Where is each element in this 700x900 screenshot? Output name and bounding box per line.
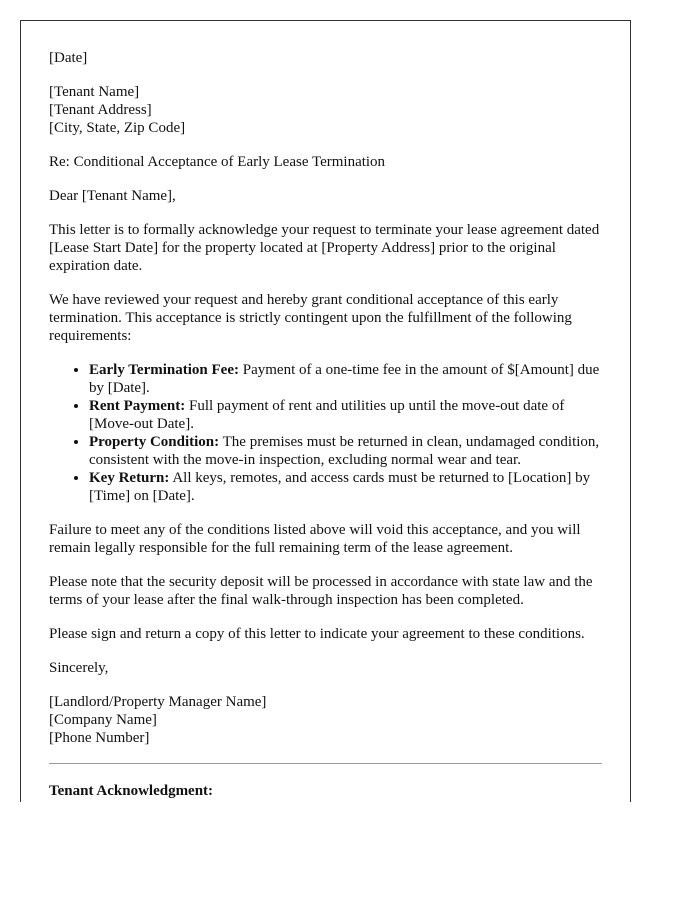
company-name: [Company Name]: [49, 712, 157, 728]
conditions-list: [49, 361, 602, 505]
recipient-city: [City, State, Zip Code]: [49, 120, 186, 136]
condition-text: Full payment of rent and utilities up until the move-out date of [Move-out Date].: [89, 398, 565, 432]
condition-item: [89, 469, 602, 505]
condition-label: Key Return:: [89, 470, 170, 486]
phone-number: [Phone Number]: [49, 730, 150, 746]
divider: [49, 763, 602, 764]
condition-label: Early Termination Fee:: [89, 362, 239, 378]
condition-item: [89, 433, 602, 469]
condition-label: Rent Payment:: [89, 398, 186, 414]
letter-page: [20, 20, 631, 802]
paragraph-sign: Please sign and return a copy of this letter to indicate your agreement to these conditions.: [49, 626, 585, 642]
letter-subject: Re: Conditional Acceptance of Early Lease Termination: [49, 154, 386, 170]
condition-text: The premises must be returned in clean, undamaged condition, consistent with the move-in inspection, excluding normal wear and tear.: [89, 434, 600, 468]
salutation: Dear [Tenant Name],: [49, 188, 176, 204]
recipient-address: [49, 83, 602, 137]
paragraph-conditional: We have reviewed your request and hereby grant conditional acceptance of this early termination. This acceptance is strictly contingent upon the fulfillment of the following requirements:: [49, 292, 572, 344]
recipient-street: [Tenant Address]: [49, 102, 152, 118]
condition-label: Property Condition:: [89, 434, 220, 450]
paragraph-deposit: Please note that the security deposit will be processed in accordance with state law and the terms of your lease after the final walk-through inspection has been completed.: [49, 574, 593, 608]
tenant-acknowledgment-heading: Tenant Acknowledgment:: [49, 783, 214, 799]
condition-text: Payment of a one-time fee in the amount of $[Amount] due by [Date].: [89, 362, 600, 396]
condition-item: [89, 361, 602, 397]
condition-text: All keys, remotes, and access cards must be returned to [Location] by [Time] on [Date].: [89, 470, 591, 504]
signer-name: [Landlord/Property Manager Name]: [49, 694, 267, 710]
paragraph-failure: Failure to meet any of the conditions listed above will void this acceptance, and you will remain legally responsible for the full remaining term of the lease agreement.: [49, 522, 581, 556]
recipient-name: [Tenant Name]: [49, 84, 140, 100]
paragraph-acknowledge: This letter is to formally acknowledge your request to terminate your lease agreement dated [Lease Start Date] for the property located at [Property Address] prior to the original expiration date.: [49, 222, 600, 274]
signature-block: [49, 693, 602, 747]
condition-item: [89, 397, 602, 433]
letter-date: [Date]: [49, 50, 88, 66]
closing: Sincerely,: [49, 660, 109, 676]
